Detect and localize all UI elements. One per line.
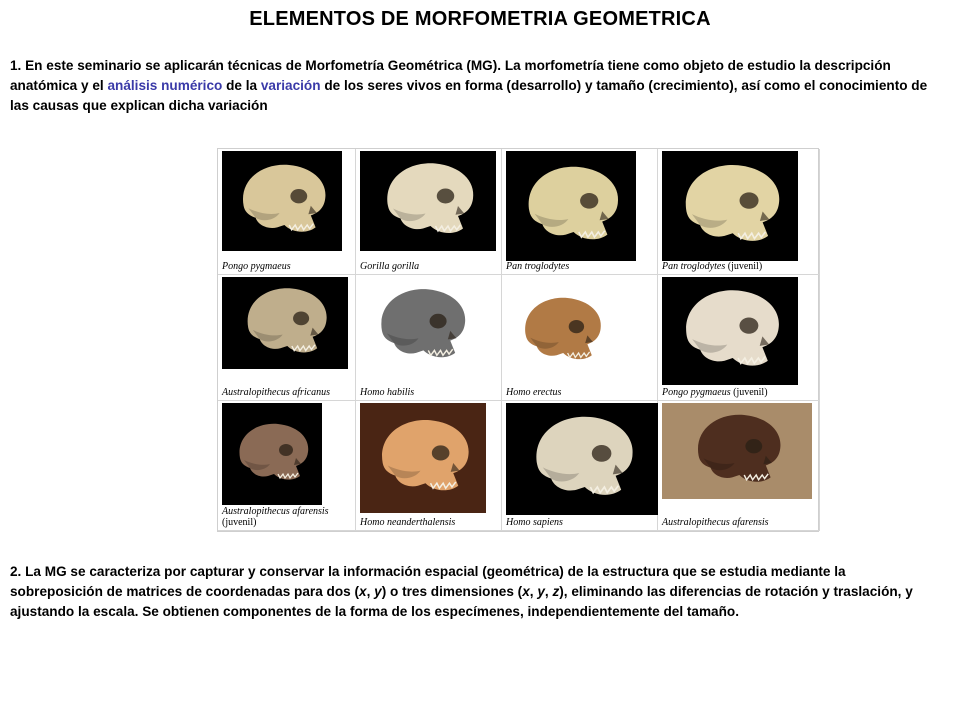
skull-cell [218,149,356,275]
skull-photo [222,151,342,251]
skull-caption [360,261,419,272]
age-note: (juvenil) [222,517,257,528]
paragraph-2 [10,562,940,622]
species-name: Australopithecus afarensis [662,517,769,528]
skull-photo [506,277,616,385]
species-name: Homo habilis [360,387,415,398]
skull-icon [662,151,798,261]
skull-caption [506,261,569,272]
skull-icon [662,277,798,385]
skull-cell [218,401,356,531]
skull-photo [662,403,812,499]
skull-photo [506,403,658,515]
species-name: Pongo pygmaeus [222,261,291,272]
age-note: (juvenil) [733,387,768,398]
skull-cell [502,401,658,531]
skull-caption [662,387,768,398]
age-note: (juvenil) [727,261,763,272]
species-name: Pongo pygmaeus [662,387,731,398]
skull-icon [506,277,616,385]
skull-cell [502,275,658,401]
skull-icon [506,151,636,261]
skull-cell [356,149,502,275]
coordinate-x: x [359,584,367,599]
skull-caption [222,261,291,272]
skull-icon [222,403,322,505]
skull-photo [360,403,486,513]
skull-image-grid [217,148,819,532]
paragraph-2-text-3: ) o tres dimensiones ( [381,584,523,599]
species-name: Homo erectus [506,387,562,398]
coordinate-z-3d: z [552,584,560,599]
paragraph-1-highlight-variacion: variación [260,78,321,93]
species-name: Pan troglodytes [506,261,570,272]
skull-cell [502,149,658,275]
paragraph-2-text-2: , [366,584,375,599]
skull-caption [662,261,762,272]
coordinate-y-3d: y [537,584,545,599]
species-name: Pan troglodytes [662,261,726,272]
skull-cell [356,275,502,401]
species-name: Homo neanderthalensis [360,517,456,528]
paragraph-1-highlight-analisis: análisis numérico [107,78,223,93]
skull-icon [222,277,348,369]
paragraph-1-text-c: de los seres vivos en forma (desarrollo) y tamaño (crecimiento), así como el conocimiento de las causas que explican dicha variación [10,78,928,113]
skull-photo [662,151,798,261]
skull-caption [506,387,561,398]
skull-caption [222,506,329,528]
skull-photo [662,277,798,385]
skull-cell [658,401,820,531]
skull-caption [506,517,563,528]
skull-caption [222,387,330,398]
skull-photo [360,151,496,251]
skull-photo [222,403,322,505]
species-name: Australopithecus afarensis [222,506,329,517]
coordinate-y: y [374,584,382,599]
page-title: ELEMENTOS DE MORFOMETRIA GEOMETRICA [249,8,711,30]
skull-caption [360,387,414,398]
skull-cell [218,275,356,401]
skull-icon [506,403,658,515]
skull-cell [658,149,820,275]
skull-cell [356,401,502,531]
coordinate-x-3d: x [522,584,530,599]
skull-photo [360,277,482,375]
skull-cell [658,275,820,401]
skull-icon [360,151,496,251]
skull-icon [222,151,342,251]
paragraph-1 [10,56,940,116]
skull-photo [506,151,636,261]
species-name: Homo sapiens [506,517,563,528]
skull-caption [662,517,769,528]
skull-icon [662,403,812,499]
paragraph-2-text-6: ), eliminando las diferencias de rotación y traslación, y ajustando la escala. Se obtienen componentes de la forma de los especímenes, independientemente del tamaño. [10,584,913,619]
skull-icon [360,277,482,375]
paragraph-1-text-b: de la [222,78,261,93]
paragraph-1-text-a: 1. En este seminario se aplicarán técnicas de Morfometría Geométrica (MG). La morfometría tiene como objeto de estudio la descripción anatómica y el [10,58,891,93]
skull-photo [222,277,348,369]
paragraph-2-text-4: , [529,584,538,599]
skull-caption [360,517,455,528]
paragraph-2-text-1: 2. La MG se caracteriza por capturar y conservar la información espacial (geométrica) de la estructura que se estudia mediante la sobreposición de matrices de coordenadas para dos ( [10,564,846,599]
species-name: Gorilla gorilla [360,261,420,272]
paragraph-2-text-5: , [544,584,553,599]
species-name: Australopithecus africanus [222,387,331,398]
skull-icon [360,403,486,513]
